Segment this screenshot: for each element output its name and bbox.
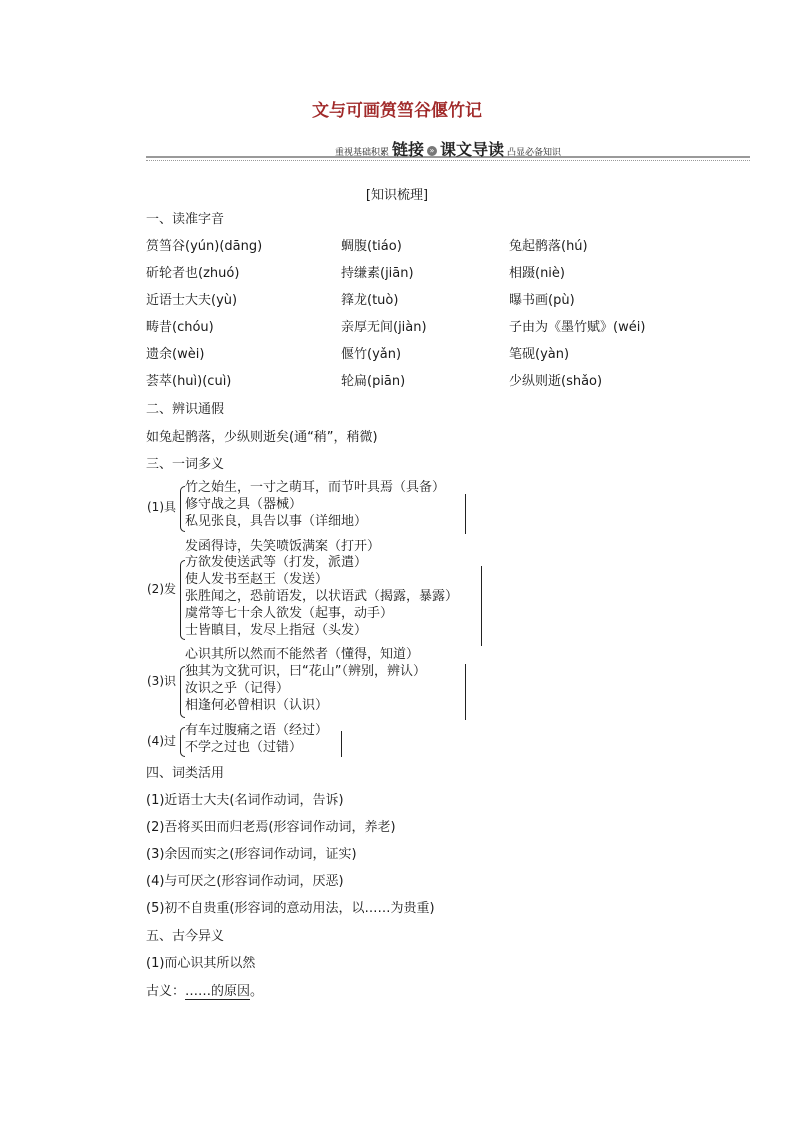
- polysemy-item: 独其为文犹可识，曰“花山”（辨别，辨认）: [185, 664, 426, 679]
- polysemy-label: (4)过: [147, 734, 176, 748]
- tongjia-item: 如兔起鹘落，少纵则逝矣(通“稍”，稍微): [146, 430, 378, 445]
- pron-item: 轮扁(piān): [341, 374, 406, 389]
- gujin-meaning: [146, 984, 263, 1000]
- polysemy-item: 发函得诗，失笑喷饭满案（打开）: [185, 539, 381, 554]
- word-class-item: (1)近语士大夫(名词作动词，告诉): [146, 793, 344, 808]
- polysemy-label: (1)具: [147, 500, 176, 514]
- word-class-item: (3)余因而实之(形容词作动词，证实): [146, 847, 357, 862]
- section-heading: 一、读准字音: [146, 212, 225, 227]
- polysemy-item: 私见张良，具告以事（详细地）: [185, 514, 368, 529]
- gujin-item: (1)而心识其所以然: [146, 956, 256, 971]
- pron-item: 畴昔(chóu): [146, 320, 214, 335]
- polysemy-item: 不学之过也（过错）: [185, 740, 303, 755]
- polysemy-item: 相逢何必曾相识（认识）: [185, 698, 329, 713]
- word-class-item: (5)初不自贵重(形容词的意动用法，以……为贵重): [146, 901, 435, 916]
- banner-right-small: 凸显必备知识: [507, 148, 562, 158]
- right-bracket: [465, 494, 466, 534]
- banner-left-small: 重视基础积累: [334, 148, 389, 158]
- gu-answer: ……的原因: [185, 984, 251, 999]
- pron-item: 持缣素(jiān): [341, 266, 414, 281]
- polysemy-item: 有车过腹痛之语（经过）: [185, 723, 329, 738]
- polysemy-item: 竹之始生，一寸之萌耳，而节叶具焉（具备）: [185, 480, 446, 495]
- pron-item: 偃竹(yǎn): [341, 347, 402, 362]
- page-title: 文与可画筼筜谷偃竹记: [312, 101, 482, 121]
- pron-item: 遗余(wèi): [146, 347, 205, 362]
- section-heading: 三、一词多义: [146, 457, 225, 472]
- banner-rule-dotted: [146, 160, 750, 161]
- right-bracket: [341, 731, 342, 757]
- pron-item: 亲厚无间(jiàn): [341, 320, 427, 335]
- polysemy-item: 士皆瞋目，发尽上指冠（头发）: [185, 623, 368, 638]
- section-heading: 五、古今异义: [146, 929, 225, 944]
- polysemy-label: (3)识: [147, 674, 176, 688]
- section-heading: 二、辨识通假: [146, 402, 225, 417]
- section-banner: [146, 134, 750, 160]
- pron-item: 斫轮者也(zhuó): [146, 266, 240, 281]
- pron-item: 少纵则逝(shǎo): [509, 374, 603, 389]
- banner-right-big: 课文导读: [440, 140, 505, 159]
- right-bracket: [481, 566, 482, 646]
- polysemy-label: (2)发: [147, 582, 176, 596]
- section-heading: 四、词类活用: [146, 766, 225, 781]
- polysemy-item: 心识其所以然而不能然者（懂得，知道）: [185, 647, 420, 662]
- pron-item: 子由为《墨竹赋》(wéi): [509, 320, 646, 335]
- banner-left-big: 链接: [391, 140, 424, 159]
- polysemy-item: 张胜闻之，恐前语发，以状语武（揭露，暴露）: [185, 589, 459, 604]
- pron-item: 近语士大夫(yù): [146, 293, 238, 308]
- pron-item: 兔起鹘落(hú): [509, 239, 588, 254]
- word-class-item: (4)与可厌之(形容词作动词，厌恶): [146, 874, 344, 889]
- polysemy-item: 汝识之乎（记得）: [185, 681, 290, 696]
- right-bracket: [465, 664, 466, 720]
- pron-item: 筼筜谷(yún)(dāng): [146, 239, 263, 254]
- double-arrow-icon: »: [427, 146, 437, 156]
- gu-label: 古义：: [146, 984, 186, 999]
- polysemy-item: 修守战之具（器械）: [185, 497, 303, 512]
- polysemy-item: 方欲发使送武等（打发，派遣）: [185, 555, 368, 570]
- polysemy-item: 虞常等七十余人欲发（起事，动手）: [185, 606, 394, 621]
- pron-item: 蜩腹(tiáo): [341, 239, 402, 254]
- word-class-item: (2)吾将买田而归老焉(形容词作动词，养老): [146, 820, 396, 835]
- pron-item: 箨龙(tuò): [341, 293, 399, 308]
- pron-item: 曝书画(pù): [509, 293, 575, 308]
- pron-item: 笔砚(yàn): [509, 347, 570, 362]
- subheading: [知识梳理]: [365, 188, 429, 203]
- pron-item: 荟萃(huì)(cuì): [146, 374, 232, 389]
- gu-end: 。: [250, 984, 264, 999]
- polysemy-item: 使人发书至赵王（发送）: [185, 572, 329, 587]
- pron-item: 相蹑(niè): [509, 266, 565, 281]
